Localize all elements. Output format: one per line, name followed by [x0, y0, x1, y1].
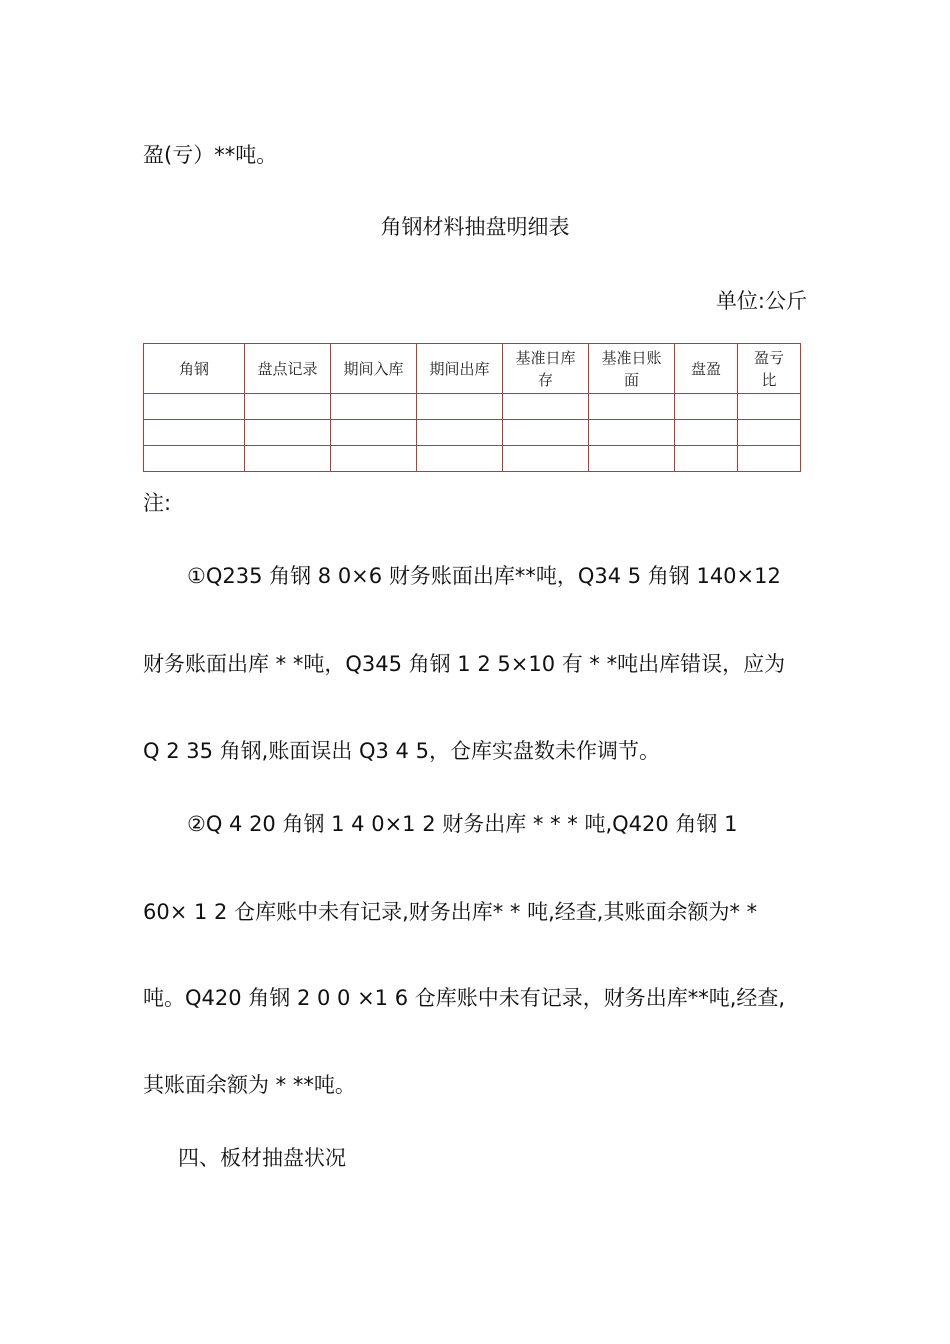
table-cell — [675, 446, 738, 472]
table-cell — [417, 420, 503, 446]
note-line: Q 2 35 角钢,账面误出 Q3 4 5，仓库实盘数未作调节。 — [143, 739, 660, 763]
table-title: 角钢材料抽盘明细表 — [380, 215, 570, 239]
table-header-cell: 盘盈 — [675, 344, 738, 394]
table-header-cell: 角钢 — [144, 344, 245, 394]
table-cell — [503, 446, 589, 472]
table-cell — [675, 394, 738, 420]
table-cell — [245, 420, 331, 446]
table-cell — [738, 446, 801, 472]
table-cell — [144, 420, 245, 446]
table-header-text: 基准日账面 — [601, 348, 662, 389]
table-row — [144, 420, 801, 446]
table-cell — [331, 420, 417, 446]
table-cell — [331, 446, 417, 472]
table-cell — [503, 420, 589, 446]
table-header-cell — [503, 344, 589, 394]
table-cell — [331, 394, 417, 420]
table-cell — [417, 394, 503, 420]
table-cell — [144, 394, 245, 420]
table-cell — [245, 446, 331, 472]
note-line: 其账面余额为 * **吨。 — [143, 1073, 356, 1097]
top-line: 盈(亏）**吨。 — [143, 143, 278, 167]
table-cell — [675, 420, 738, 446]
table-cell — [589, 446, 675, 472]
unit-label: 单位:公斤 — [715, 289, 807, 313]
table-cell — [503, 394, 589, 420]
table-header-row — [144, 344, 801, 394]
table-header-text: 基准日库存 — [515, 348, 576, 389]
table-row — [144, 446, 801, 472]
note-line: ②Q 4 20 角钢 1 4 0×1 2 财务出库 * * * 吨,Q420 角钢 1 — [187, 812, 738, 836]
table-row — [144, 394, 801, 420]
table-cell — [589, 420, 675, 446]
table-cell — [245, 394, 331, 420]
angle-steel-detail-table — [143, 343, 801, 472]
table-cell — [589, 394, 675, 420]
note-label: 注: — [143, 491, 172, 515]
table-header-text: 盈亏比 — [753, 348, 784, 389]
table-cell — [144, 446, 245, 472]
note-line: ①Q235 角钢 8 0×6 财务账面出库**吨，Q34 5 角钢 140×12 — [187, 564, 781, 588]
table-header-cell — [589, 344, 675, 394]
note-line: 吨。Q420 角钢 2 0 0 ×1 6 仓库账中未有记录，财务出库**吨,经查, — [143, 986, 786, 1010]
table-cell — [738, 394, 801, 420]
table-header-cell: 期间出库 — [417, 344, 503, 394]
table-header-cell: 盘点记录 — [245, 344, 331, 394]
note-line: 60× 1 2 仓库账中未有记录,财务出库* * 吨,经查,其账面余额为* * — [143, 900, 758, 924]
table-cell — [738, 420, 801, 446]
section-heading: 四、板材抽盘状况 — [178, 1146, 346, 1170]
table-header-cell — [738, 344, 801, 394]
note-line: 财务账面出库 * *吨，Q345 角钢 1 2 5×10 有 * *吨出库错误，应为 — [143, 652, 786, 676]
table-cell — [417, 446, 503, 472]
table-header-cell: 期间入库 — [331, 344, 417, 394]
